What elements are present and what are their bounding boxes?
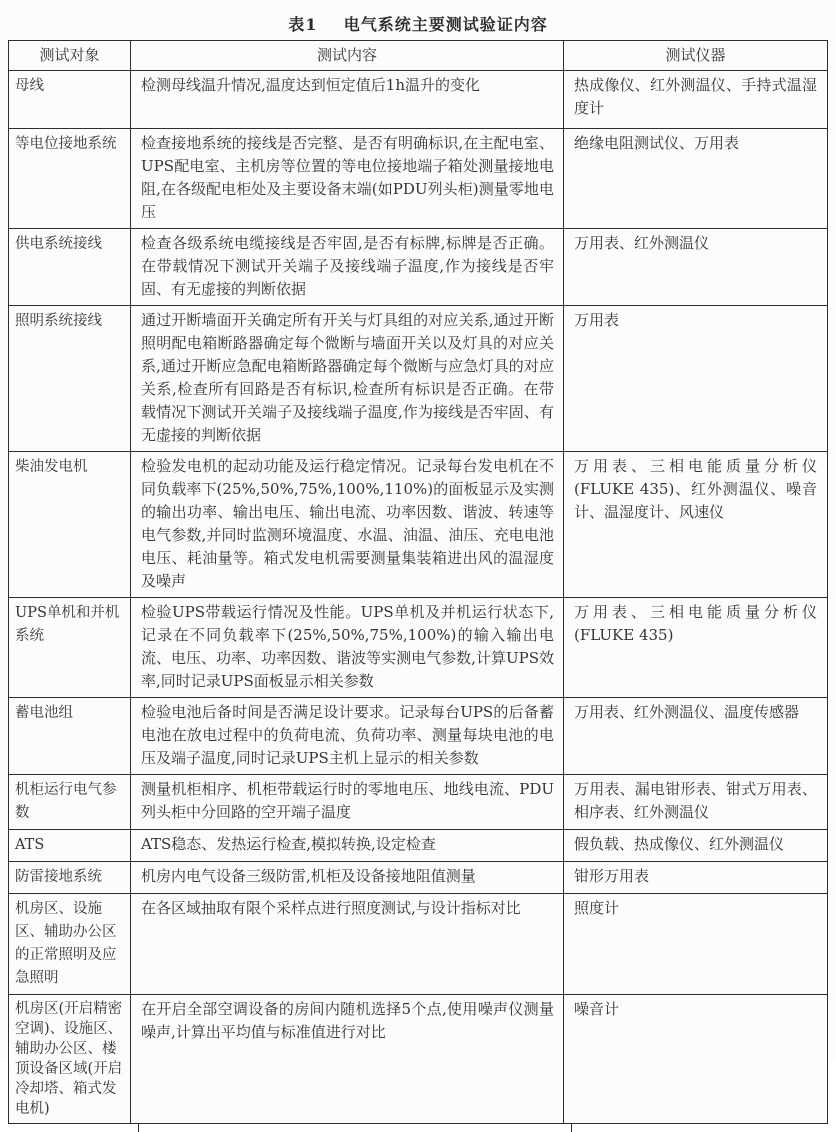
- cell-test-content: 在各区域抽取有限个采样点进行照度测试,与设计指标对比: [131, 894, 564, 994]
- table-row: [9, 452, 827, 598]
- cell-test-content: 通过开断墙面开关确定所有开关与灯具组的对应关系,通过开断照明配电箱断路器确定每个微断与墙面开关以及灯具的对应关系,通过开断应急配电箱断路器确定每个微断与应急灯具的对应关系,检查所有回路是否有标识,检查所有标识是否正确。在带载情况下测试开关端子及接线端子温度,作为接线是否牢固、有无虚接的判断依据: [131, 306, 564, 451]
- cell-test-content: 测量机柜相序、机柜带载运行时的零地电压、地线电流、PDU列头柜中分回路的空开端子温度: [131, 775, 564, 829]
- cell-test-object: 照明系统接线: [9, 306, 131, 451]
- column-rule-stub-right: [571, 1124, 572, 1132]
- cell-test-object: 机房区(开启精密空调)、设施区、辅助办公区、楼顶设备区域(开启冷却塔、箱式发电机): [9, 995, 131, 1123]
- table-row: [9, 775, 827, 830]
- test-verification-table: [8, 40, 828, 1124]
- cell-test-object: 等电位接地系统: [9, 129, 131, 228]
- cell-test-instrument: 万用表、红外测温仪、温度传感器: [574, 703, 800, 721]
- cell-test-content: ATS稳态、发热运行检查,模拟转换,设定检查: [131, 830, 564, 861]
- cell-test-instrument: 假负载、热成像仪、红外测温仪: [574, 835, 785, 853]
- column-header-test-object: 测试对象: [9, 41, 131, 70]
- cell-test-object: 蓄电池组: [9, 698, 131, 774]
- column-rule-stub-left: [138, 1124, 139, 1132]
- cell-test-content: 检验UPS带载运行情况及性能。UPS单机及并机运行状态下,记录在不同负载率下(25%,50%,75%,100%)的输入输出电流、电压、功率、功率因数、谐波等实测电气参数,计算UPS效率,同时记录UPS面板显示相关参数: [131, 598, 564, 697]
- cell-test-content: 检测母线温升情况,温度达到恒定值后1h温升的变化: [131, 71, 564, 128]
- cell-test-instrument: 万用表、红外测温仪: [574, 234, 710, 252]
- cell-test-content: 在开启全部空调设备的房间内随机选择5个点,使用噪声仪测量噪声,计算出平均值与标准值进行对比: [131, 995, 564, 1123]
- table-row: [9, 71, 827, 129]
- cell-test-instrument: 万用表: [574, 311, 620, 329]
- cell-test-content: 检验电池后备时间是否满足设计要求。记录每台UPS的后备蓄电池在放电过程中的负荷电流、负荷功率、测量每块电池的电压及端子温度,同时记录UPS主机上显示的相关参数: [131, 698, 564, 774]
- cell-test-object: UPS单机和并机系统: [9, 598, 131, 697]
- cell-test-object: 供电系统接线: [9, 229, 131, 305]
- cell-test-content: 检查各级系统电缆接线是否牢固,是否有标牌,标牌是否正确。在带载情况下测试开关端子及接线端子温度,作为接线是否牢固、有无虚接的判断依据: [131, 229, 564, 305]
- table-body: [9, 71, 827, 1124]
- cell-test-object: 机柜运行电气参数: [9, 775, 131, 829]
- cell-test-instrument: 万用表、漏电钳形表、钳式万用表、相序表、红外测温仪: [574, 780, 817, 821]
- cell-test-object: ATS: [9, 830, 131, 861]
- table-row: [9, 862, 827, 894]
- table-row: [9, 129, 827, 229]
- table-caption: 表1 电气系统主要测试验证内容: [288, 15, 548, 34]
- table-header-row: [9, 41, 827, 71]
- cell-test-object: 机房区、设施区、辅助办公区的正常照明及应急照明: [9, 894, 131, 994]
- table-row: [9, 306, 827, 452]
- cell-test-content: 检验发电机的起动功能及运行稳定情况。记录每台发电机在不同负载率下(25%,50%,75%,100%,110%)的面板显示及实测的输出功率、输出电压、输出电流、功率因数、谐波、转速等电气参数,并同时监测环境温度、水温、油温、油压、充电电池电压、耗油量等。箱式发电机需要测量集装箱进出风的温湿度及噪声: [131, 452, 564, 597]
- cell-test-object: 柴油发电机: [9, 452, 131, 597]
- cell-test-content: 检查接地系统的接线是否完整、是否有明确标识,在主配电室、UPS配电室、主机房等位置的等电位接地端子箱处测量接地电阻,在各级配电柜处及主要设备末端(如PDU列头柜)测量零地电压: [131, 129, 564, 228]
- table-row: [9, 894, 827, 995]
- cell-test-instrument: 万用表、三相电能质量分析仪(FLUKE 435)、红外测温仪、噪音计、温湿度计、风速仪: [574, 457, 817, 521]
- table-row: [9, 698, 827, 775]
- cell-test-instrument: 钳形万用表: [574, 867, 650, 885]
- cell-test-instrument: 热成像仪、红外测温仪、手持式温湿度计: [574, 76, 817, 117]
- cell-test-content: 机房内电气设备三级防雷,机柜及设备接地阻值测量: [131, 862, 564, 893]
- cell-test-instrument: 绝缘电阻测试仪、万用表: [574, 134, 740, 152]
- cell-test-object: 母线: [9, 71, 131, 128]
- cell-test-instrument: 噪音计: [574, 1000, 620, 1018]
- table-row: [9, 598, 827, 698]
- table-row: [9, 830, 827, 862]
- column-header-test-content: 测试内容: [131, 41, 564, 70]
- column-header-test-instrument: 测试仪器: [665, 46, 726, 64]
- cell-test-instrument: 万用表、三相电能质量分析仪(FLUKE 435): [574, 603, 817, 644]
- table-row: [9, 229, 827, 306]
- cell-test-object: 防雷接地系统: [9, 862, 131, 893]
- table-row: [9, 995, 827, 1124]
- cell-test-instrument: 照度计: [574, 899, 620, 917]
